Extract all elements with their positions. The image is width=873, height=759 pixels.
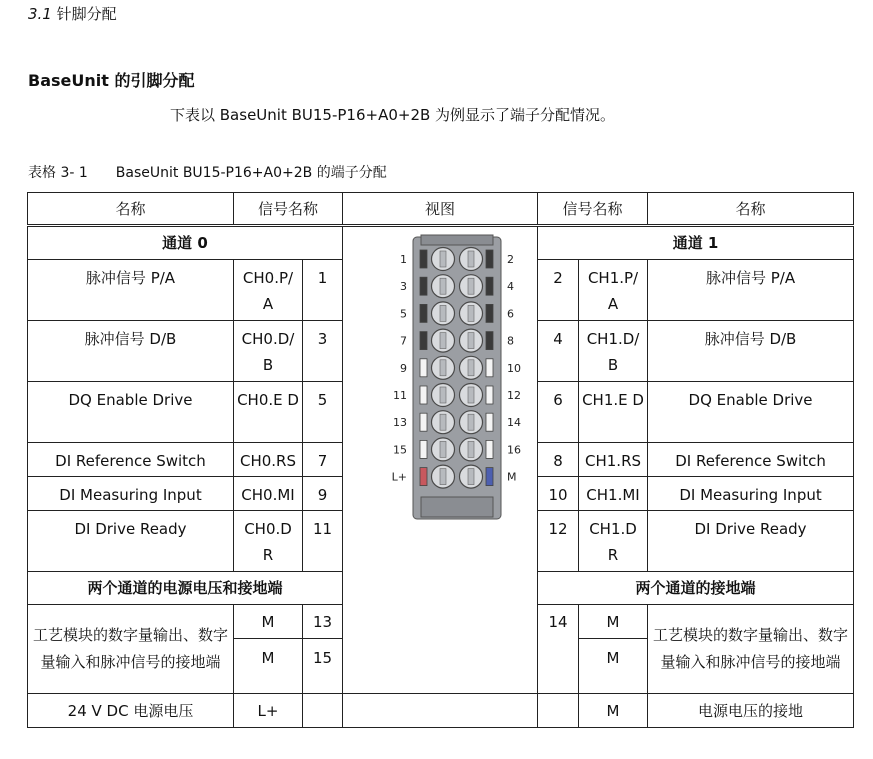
group-ground-both: 两个通道的接地端 (538, 572, 854, 605)
cell-pin-right: 10 (538, 477, 579, 511)
terminal-label-left: 13 (393, 416, 408, 430)
cell-signal-left: CH0.MI (234, 477, 303, 511)
cell-ground-name-left: 工艺模块的数字量输出、数字量输入和脉冲信号的接地端 (28, 605, 234, 694)
cell-name-left: DQ Enable Drive (28, 382, 234, 443)
terminal-slot (440, 278, 446, 294)
cell-pin-right: 12 (538, 511, 579, 572)
cell-signal-left: L+ (234, 694, 303, 728)
terminal-slot (468, 469, 474, 485)
cell-signal-right: CH1.MI (579, 477, 648, 511)
cell-name-right: DI Measuring Input (648, 477, 854, 511)
cell-name-left: 脉冲信号 P/A (28, 260, 234, 321)
terminal-tab (486, 413, 493, 431)
cell-signal-left: CH0.D R (234, 511, 303, 572)
cell-name-right: DQ Enable Drive (648, 382, 854, 443)
caption-title: BaseUnit BU15-P16+A0+2B 的端子分配 (115, 165, 387, 181)
terminal-label-right: 2 (507, 253, 515, 266)
cell-name-right: 电源电压的接地 (648, 694, 854, 728)
terminal-tab (420, 250, 427, 268)
header-signal-right: 信号名称 (538, 193, 648, 226)
table-caption (28, 162, 387, 182)
terminal-slot (468, 251, 474, 267)
group-power-both: 两个通道的电源电压和接地端 (28, 572, 343, 605)
cell-signal-left: CH0.P/ A (234, 260, 303, 321)
header-name-left: 名称 (28, 193, 234, 226)
cell-signal-left: CH0.D/ B (234, 321, 303, 382)
terminal-slot (440, 251, 446, 267)
cell-pin-right: 6 (538, 382, 579, 443)
terminal-slot (440, 305, 446, 321)
terminal-tab (420, 468, 427, 486)
cell-name-left: DI Reference Switch (28, 443, 234, 477)
terminal-label-right: 14 (507, 416, 522, 430)
terminal-tab (486, 250, 493, 268)
terminal-tab (486, 304, 493, 322)
cell-pin-left: 13 (303, 605, 343, 639)
cell-signal-left: M (234, 605, 303, 639)
terminal-slot (440, 469, 446, 485)
terminal-label-left: 5 (400, 307, 408, 321)
terminal-slot (468, 360, 474, 376)
terminal-label-left: L+ (391, 470, 408, 484)
terminal-slot (468, 387, 474, 403)
terminal-label-right: 12 (507, 389, 522, 402)
terminal-slot (440, 414, 446, 430)
cell-name-left: 24 V DC 电源电压 (28, 694, 234, 728)
connector-view-cell (343, 226, 538, 694)
terminal-tab (420, 413, 427, 431)
terminal-slot (468, 414, 474, 430)
terminal-tab (486, 277, 493, 295)
terminal-slot (440, 387, 446, 403)
terminal-label-left: 7 (400, 334, 408, 348)
connector-view-bottom (343, 694, 538, 728)
cell-signal-right: CH1.RS (579, 443, 648, 477)
cell-pin-right: 2 (538, 260, 579, 321)
section-number (28, 3, 117, 24)
cell-pin-right (538, 694, 579, 728)
terminal-tab (486, 468, 493, 486)
cell-pin-left: 9 (303, 477, 343, 511)
section-title: 针脚分配 (56, 5, 117, 23)
cell-name-left: DI Measuring Input (28, 477, 234, 511)
cell-pin-right: 8 (538, 443, 579, 477)
cell-signal-left: CH0.RS (234, 443, 303, 477)
terminal-slot (468, 441, 474, 457)
terminal-slot (468, 305, 474, 321)
cell-name-right: DI Reference Switch (648, 443, 854, 477)
cell-signal-right: CH1.P/ A (579, 260, 648, 321)
terminal-tab (420, 386, 427, 404)
cell-name-left: DI Drive Ready (28, 511, 234, 572)
cell-pin-left: 5 (303, 382, 343, 443)
cell-pin-left: 11 (303, 511, 343, 572)
terminal-slot (468, 333, 474, 349)
terminal-tab (420, 359, 427, 377)
terminal-label-left: 3 (400, 280, 408, 294)
terminal-tab (420, 332, 427, 350)
cell-pin-right: 4 (538, 321, 579, 382)
terminal-tab (486, 359, 493, 377)
cell-signal-right: M (579, 694, 648, 728)
terminal-label-right: 6 (507, 307, 515, 321)
pin-assignment-table (27, 192, 854, 728)
caption-label: 表格 3- 1 (28, 165, 88, 181)
terminal-block-top (421, 235, 493, 245)
header-signal-left: 信号名称 (234, 193, 343, 226)
terminal-slot (440, 333, 446, 349)
cell-pin-right: 14 (538, 605, 579, 694)
terminal-tab (420, 440, 427, 458)
cell-name-right: 脉冲信号 P/A (648, 260, 854, 321)
terminal-label-right: M (507, 470, 517, 484)
terminal-label-right: 10 (507, 361, 522, 375)
cell-name-right: DI Drive Ready (648, 511, 854, 572)
terminal-tab (486, 440, 493, 458)
terminal-label-left: 1 (400, 253, 408, 266)
intro-text: 下表以 BaseUnit BU15-P16+A0+2B 为例显示了端子分配情况。 (170, 106, 616, 124)
connector-diagram (365, 235, 522, 529)
cell-signal-right: CH1.D/ B (579, 321, 648, 382)
subheading: BaseUnit 的引脚分配 (28, 71, 195, 90)
terminal-label-left: 11 (393, 389, 408, 402)
table-row (28, 694, 854, 728)
header-view: 视图 (343, 193, 538, 226)
terminal-tab (486, 332, 493, 350)
cell-name-right: 脉冲信号 D/B (648, 321, 854, 382)
cell-signal-right: CH1.E D (579, 382, 648, 443)
section-number-value: 3.1 (28, 5, 52, 23)
terminal-label-left: 15 (393, 443, 408, 457)
terminal-slot (468, 278, 474, 294)
cell-pin-left: 15 (303, 639, 343, 694)
cell-signal-right: M (579, 605, 648, 639)
terminal-label-left: 9 (400, 361, 408, 375)
cell-pin-left (303, 694, 343, 728)
cell-signal-right: M (579, 639, 648, 694)
cell-signal-left: CH0.E D (234, 382, 303, 443)
terminal-tab (420, 304, 427, 322)
terminal-tab (486, 386, 493, 404)
cell-signal-left: M (234, 639, 303, 694)
terminal-block-base (421, 497, 493, 517)
group-channel0: 通道 0 (28, 226, 343, 260)
header-name-right: 名称 (648, 193, 854, 226)
cell-pin-left: 7 (303, 443, 343, 477)
terminal-label-right: 8 (507, 334, 515, 348)
terminal-slot (440, 441, 446, 457)
terminal-label-right: 4 (507, 280, 515, 294)
terminal-label-right: 16 (507, 443, 522, 457)
group-channel1: 通道 1 (538, 226, 854, 260)
cell-pin-left: 1 (303, 260, 343, 321)
cell-ground-name-right: 工艺模块的数字量输出、数字量输入和脉冲信号的接地端 (648, 605, 854, 694)
cell-name-left: 脉冲信号 D/B (28, 321, 234, 382)
terminal-tab (420, 277, 427, 295)
cell-pin-left: 3 (303, 321, 343, 382)
cell-signal-right: CH1.D R (579, 511, 648, 572)
terminal-slot (440, 360, 446, 376)
